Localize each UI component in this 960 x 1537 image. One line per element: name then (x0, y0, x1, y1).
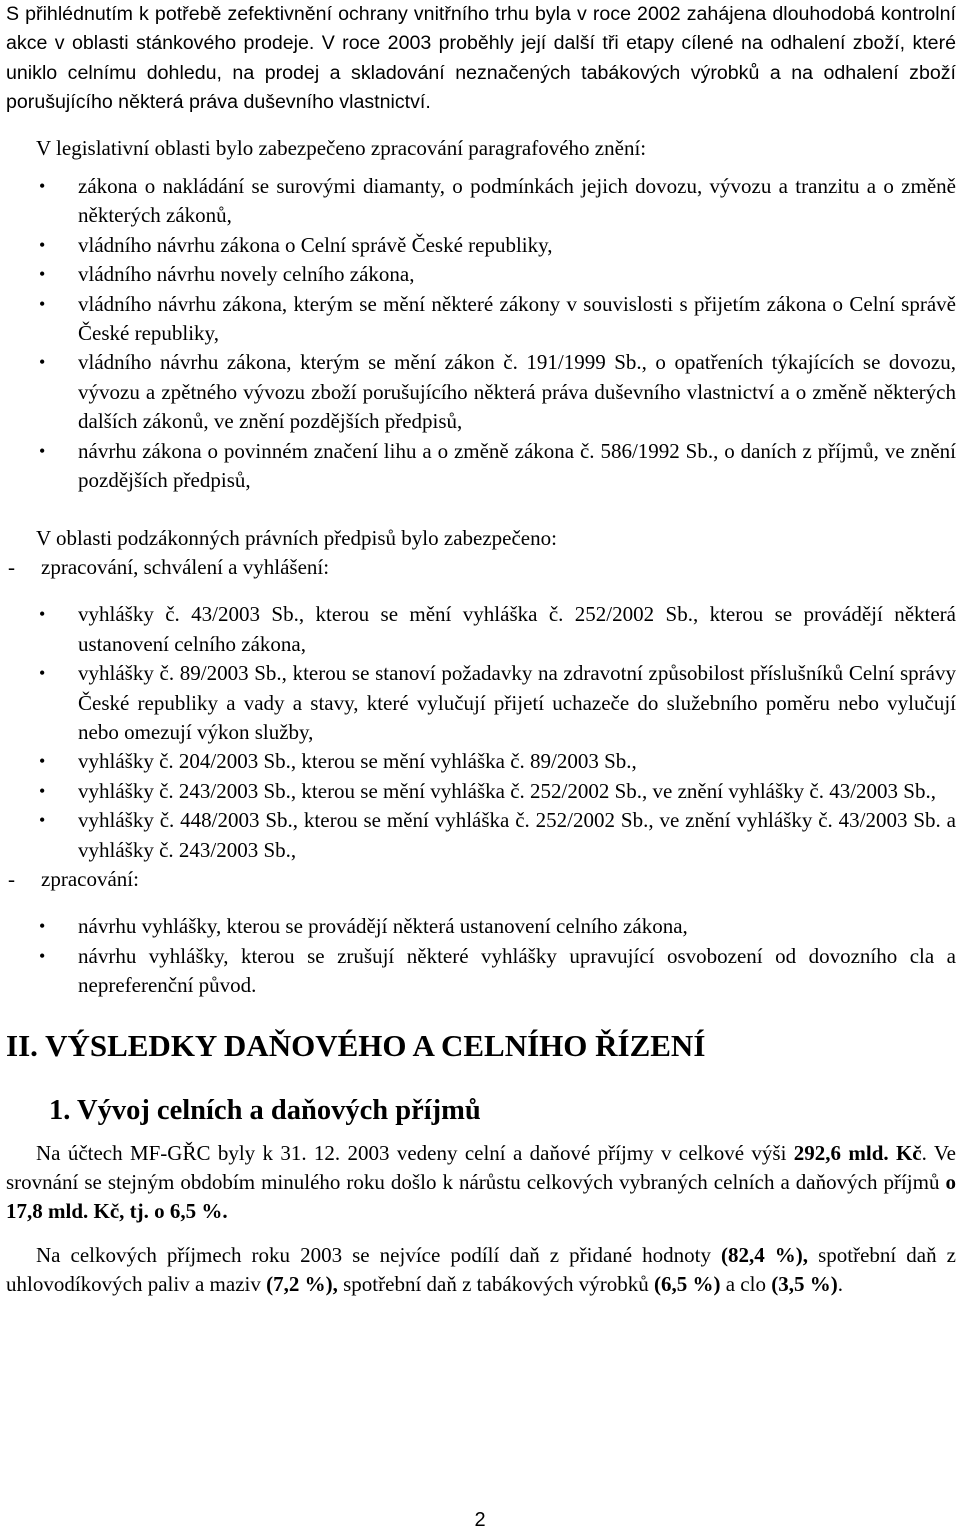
revenue-paragraph: Na účtech MF-GŘC byly k 31. 12. 2003 vedeny celní a daňové příjmy v celkové výši 292,6 mld. Kč. Ve srovnání se stejným obdobím minulého roku došlo k nárůstu celkových vybraných celních a daňových příjmů o 17,8 mld. Kč, tj. o 6,5 %. (6, 1140, 956, 1224)
draft-decree-list (6, 912, 956, 1000)
list-item: • vyhlášky č. 243/2003 Sb., kterou se mění vyhláška č. 252/2002 Sb., ve znění vyhlášky č. 43/2003 Sb., (6, 777, 956, 806)
share-paragraph: Na celkových příjmech roku 2003 se nejvíce podílí daň z přidané hodnoty (82,4 %), spotřební daň z uhlovodíkových paliv a maziv (7,2 %), spotřební daň z tabákových výrobků (6,5 %) a clo (3,5 %). (6, 1242, 956, 1297)
list-item: • vládního návrhu novely celního zákona, (6, 260, 956, 289)
subsection-title: 1. Vývoj celních a daňových příjmů (49, 1094, 481, 1126)
list-item: • vládního návrhu zákona, kterým se mění zákon č. 191/1999 Sb., o opatřeních týkajících se dovozu, vývozu a zpětného vývozu zboží porušujícího některá práva duševního vlastnictví a o změně některých dalších zákonů, ve znění pozdějších předpisů, (6, 348, 956, 436)
list-item: • návrhu vyhlášky, kterou se provádějí některá ustanovení celního zákona, (6, 912, 956, 941)
legislative-heading: V legislativní oblasti bylo zabezpečeno zpracování paragrafového znění: (36, 135, 647, 160)
list-item: • vyhlášky č. 89/2003 Sb., kterou se stanoví požadavky na zdravotní způsobilost příslušníků Celní správy České republiky a vady a stavy, které vylučují přijetí uchazeče do služebního poměru nebo vylučují nebo omezují výkon služby, (6, 659, 956, 747)
list-item: • vládního návrhu zákona, kterým se mění některé zákony v souvislosti s přijetím zákona o Celní správě České republiky, (6, 290, 956, 349)
decree-list (6, 600, 956, 865)
section-title: II. VÝSLEDKY DAŇOVÉHO A CELNÍHO ŘÍZENÍ (6, 1027, 706, 1063)
list-item: • vyhlášky č. 43/2003 Sb., kterou se mění vyhláška č. 252/2002 Sb., kterou se provádějí některá ustanovení celního zákona, (6, 600, 956, 659)
intro-paragraph: S přihlédnutím k potřebě zefektivnění ochrany vnitřního trhu byla v roce 2002 zahájena dlouhodobá kontrolní akce v oblasti stánkového prodeje. V roce 2003 proběhly její další tři etapy cílené na odhalení zboží, které uniklo celnímu dohledu, na prodej a skladování neznačených tabákových výrobků a na odhalení zboží porušujícího některá práva duševního vlastnictví. (6, 3, 956, 114)
list-item: • návrhu zákona o povinném značení lihu a o změně zákona č. 586/1992 Sb., o daních z příjmů, ve znění pozdějších předpisů, (6, 437, 956, 496)
list-item: • návrhu vyhlášky, kterou se zrušují některé vyhlášky upravující osvobození od dovozního cla a nepreferenční původ. (6, 942, 956, 1001)
list-item: • vyhlášky č. 204/2003 Sb., kterou se mění vyhláška č. 89/2003 Sb., (6, 747, 956, 776)
list-item: • vyhlášky č. 448/2003 Sb., kterou se mění vyhláška č. 252/2002 Sb., ve znění vyhlášky č. 43/2003 Sb. a vyhlášky č. 243/2003 Sb., (6, 806, 956, 865)
list-item: • zákona o nakládání se surovými diamanty, o podmínkách jejich dovozu, vývozu a tranzitu a o změně některých zákonů, (6, 172, 956, 231)
list-item: • vládního návrhu zákona o Celní správě České republiky, (6, 231, 956, 260)
document-page (6, 0, 956, 1300)
group-label: - zpracování: (6, 865, 956, 894)
legislative-list (6, 172, 956, 495)
subordinate-heading: V oblasti podzákonných právních předpisů bylo zabezpečeno: (36, 525, 557, 550)
group-label: - zpracování, schválení a vyhlášení: (6, 553, 956, 582)
page-number: 2 (474, 1509, 486, 1531)
